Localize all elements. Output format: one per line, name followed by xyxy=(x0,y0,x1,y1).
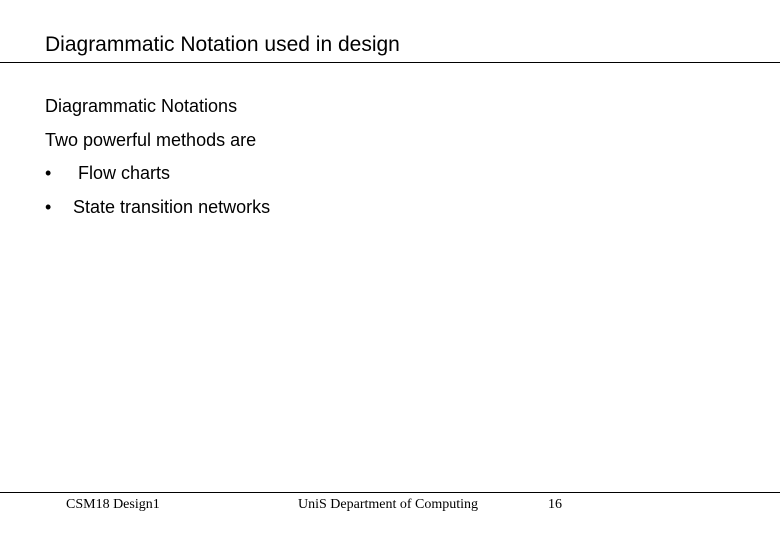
footer-course: CSM18 Design1 xyxy=(66,497,160,512)
bullet-text: Flow charts xyxy=(78,163,171,183)
body-intro: Two powerful methods are xyxy=(45,130,257,150)
page-number: 16 xyxy=(548,497,562,512)
body-heading: Diagrammatic Notations xyxy=(45,96,238,116)
bullet-icon: • xyxy=(45,163,52,183)
footer-department: UniS Department of Computing xyxy=(298,497,479,512)
bullet-icon: • xyxy=(45,197,52,217)
bullet-text: State transition networks xyxy=(73,197,271,217)
title-divider xyxy=(0,62,780,63)
slide-title: Diagrammatic Notation used in design xyxy=(45,33,400,56)
footer-divider xyxy=(0,492,780,493)
